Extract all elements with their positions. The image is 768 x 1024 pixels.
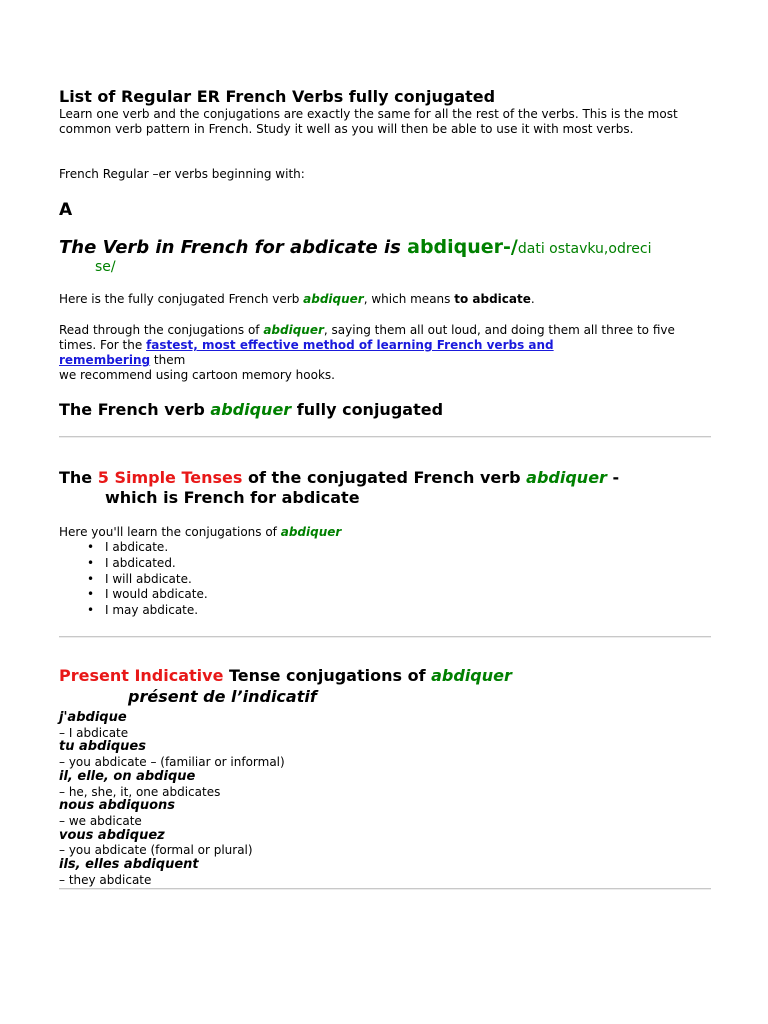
conjugation-meaning: – they abdicate <box>59 872 152 887</box>
list-item: • I would abdicate. <box>59 587 208 603</box>
method-link[interactable]: fastest, most effective method of learning French verbs and <box>146 338 554 352</box>
simple-tenses-dash: - <box>606 468 620 487</box>
simple-tenses-heading <box>59 468 619 488</box>
p2-before: Read through the conjugations of <box>59 323 264 337</box>
section-title-prefix: The French verb <box>59 400 211 419</box>
p1-meaning: to abdicate <box>454 292 531 306</box>
method-link-cont[interactable]: remembering <box>59 353 151 367</box>
verb-heading-prefix: The Verb in French for abdicate is <box>59 237 408 258</box>
letter-heading: A <box>59 200 73 220</box>
present-highlight: Present Indicative <box>59 666 224 685</box>
p1-before: Here is the fully conjugated French verb <box>59 292 304 306</box>
p2-middle: , saying them all out loud, and doing them all three to five times. For the <box>59 323 675 352</box>
present-french-title: présent de l’indicatif <box>128 687 317 706</box>
list-item: • I will abdicate. <box>59 572 208 588</box>
list-item: • I abdicated. <box>59 556 208 572</box>
list-item: • I abdicate. <box>59 540 208 556</box>
intro-paragraph: Learn one verb and the conjugations are exactly the same for all the rest of the verbs. This is the most common verb pattern in French. Study it well as you will then be able to use it with most verbs. <box>59 107 678 136</box>
list-item: • I may abdicate. <box>59 603 208 619</box>
conjugation-meaning: – you abdicate (formal or plural) <box>59 843 253 858</box>
present-middle: Tense conjugations of <box>223 666 432 685</box>
conjugation-form: vous abdiquez <box>59 827 165 843</box>
learn-line <box>59 525 341 540</box>
divider-3 <box>59 888 711 890</box>
learn-prefix: Here you'll learn the conjugations of <box>59 525 281 539</box>
simple-tenses-highlight: 5 Simple Tenses <box>97 468 243 487</box>
divider-2 <box>59 636 711 638</box>
section-title <box>59 400 443 420</box>
p1-middle: , which means <box>363 292 455 306</box>
present-heading <box>59 666 512 686</box>
conjugation-form: ils, elles abdiquent <box>59 857 199 873</box>
verb-heading-translation: dati ostavku,odreci <box>517 241 652 257</box>
divider-1 <box>59 436 711 438</box>
verb-heading <box>59 236 651 260</box>
paragraph-fully-conjugated <box>59 292 535 307</box>
conjugation-form: il, elle, on abdique <box>59 768 196 784</box>
conjugation-form: j'abdique <box>59 710 127 725</box>
present-verb: abdiquer <box>431 666 512 685</box>
conjugation-table <box>59 711 285 887</box>
document-title: List of Regular ER French Verbs fully conjugated <box>59 87 496 106</box>
subtitle-line: French Regular –er verbs beginning with: <box>59 167 305 181</box>
p2-line3: we recommend using cartoon memory hooks. <box>59 368 335 382</box>
conjugation-meaning: – we abdicate <box>59 813 142 828</box>
section-title-verb: abdiquer <box>210 400 292 419</box>
conjugation-meaning: – he, she, it, one abdicates <box>59 784 221 799</box>
conjugation-meaning: – you abdicate – (familiar or informal) <box>59 755 285 770</box>
verb-heading-translation-cont: se/ <box>95 259 116 275</box>
p2-verb: abdiquer <box>263 323 324 337</box>
section-title-suffix: fully conjugated <box>291 400 444 419</box>
p1-verb: abdiquer <box>303 292 364 306</box>
conjugation-form: tu abdiques <box>59 739 146 755</box>
simple-tenses-middle: of the conjugated French verb <box>242 468 527 487</box>
paragraph-read-through <box>59 323 711 383</box>
p2-after: them <box>150 353 186 367</box>
conjugation-form: nous abdiquons <box>59 798 176 814</box>
verb-heading-verb: abdiquer-/ <box>407 236 518 258</box>
p1-after: . <box>530 292 535 306</box>
learn-verb: abdiquer <box>280 525 342 539</box>
simple-tenses-the: The <box>59 468 98 487</box>
simple-tenses-subheading: which is French for abdicate <box>105 488 360 507</box>
simple-tenses-list <box>59 540 208 619</box>
conjugation-meaning: – I abdicate <box>59 725 129 740</box>
simple-tenses-verb: abdiquer <box>526 468 607 487</box>
